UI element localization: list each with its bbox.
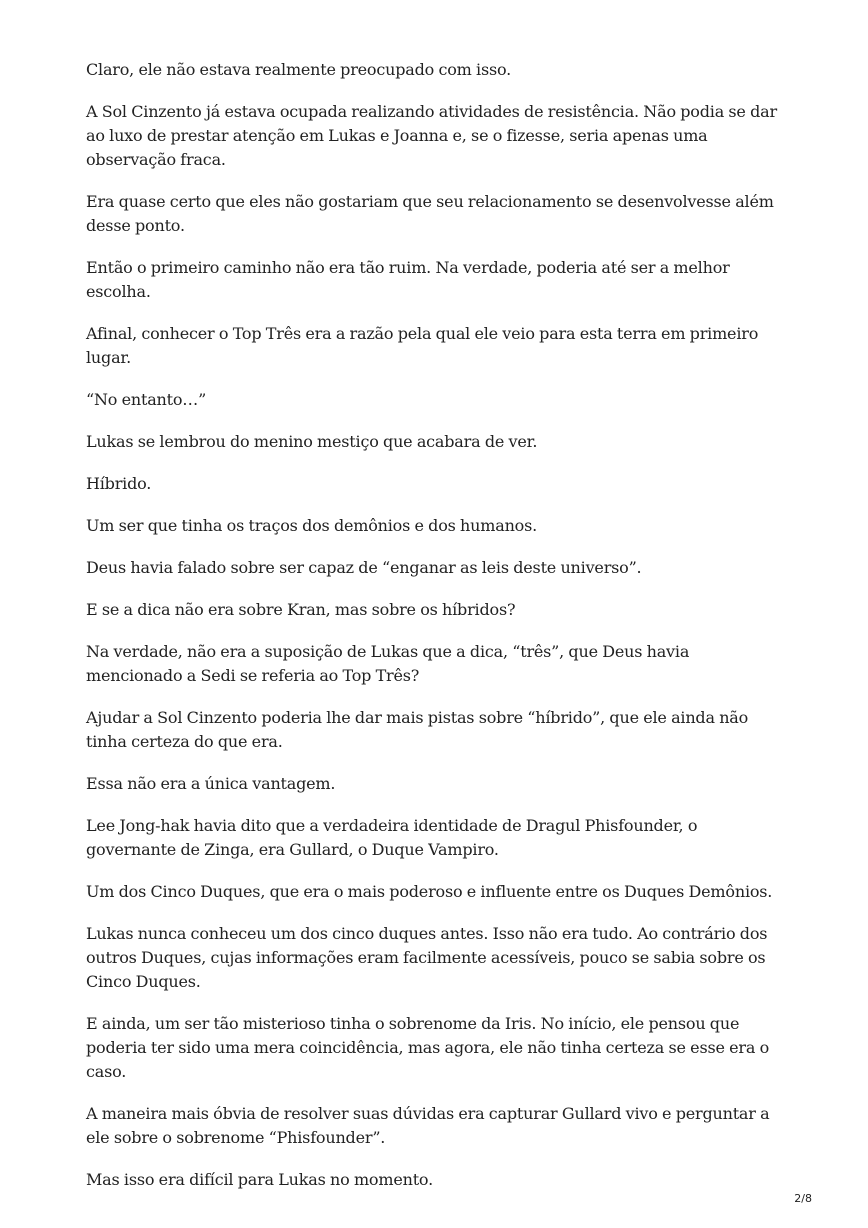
paragraph: Claro, ele não estava realmente preocupado com isso. [86,60,511,79]
paragraph: Um ser que tinha os traços dos demônios e dos humanos. [86,516,537,535]
paragraph: Ajudar a Sol Cinzento poderia lhe dar mais pistas sobre “híbrido”, que ele ainda não tinha certeza do que era. [86,708,749,751]
paragraph: Deus havia falado sobre ser capaz de “enganar as leis deste universo”. [86,558,642,577]
paragraph: Na verdade, não era a suposição de Lukas que a dica, “três”, que Deus havia mencionado a Sedi se referia ao Top Três? [86,642,690,685]
page-number: 2/8 [794,1192,812,1205]
paragraph: Essa não era a única vantagem. [86,774,336,793]
paragraph: Afinal, conhecer o Top Três era a razão pela qual ele veio para esta terra em primeiro lugar. [86,324,759,367]
paragraph: Lukas nunca conheceu um dos cinco duques antes. Isso não era tudo. Ao contrário dos outros Duques, cujas informações eram facilmente acessíveis, pouco se sabia sobre os Cinco Duques. [86,924,768,991]
paragraph: Um dos Cinco Duques, que era o mais poderoso e influente entre os Duques Demônios. [86,882,773,901]
paragraph: E ainda, um ser tão misterioso tinha o sobrenome da Iris. No início, ele pensou que poderia ter sido uma mera coincidência, mas agora, ele não tinha certeza se esse era o caso. [86,1014,769,1081]
paragraph: E se a dica não era sobre Kran, mas sobre os híbridos? [86,600,516,619]
paragraph: Híbrido. [86,474,152,493]
paragraph: Então o primeiro caminho não era tão ruim. Na verdade, poderia até ser a melhor escolha. [86,258,730,301]
paragraph: “No entanto…” [86,390,207,409]
paragraph: Lee Jong-hak havia dito que a verdadeira identidade de Dragul Phisfounder, o governante de Zinga, era Gullard, o Duque Vampiro. [86,816,698,859]
document-body [86,58,786,1210]
paragraph: Era quase certo que eles não gostariam que seu relacionamento se desenvolvesse além desse ponto. [86,192,774,235]
paragraph: Mas isso era difícil para Lukas no momento. [86,1170,433,1189]
paragraph: A maneira mais óbvia de resolver suas dúvidas era capturar Gullard vivo e perguntar a ele sobre o sobrenome “Phisfounder”. [86,1104,770,1147]
paragraph: A Sol Cinzento já estava ocupada realizando atividades de resistência. Não podia se dar ao luxo de prestar atenção em Lukas e Joanna e, se o fizesse, seria apenas uma observação fraca. [86,102,777,169]
paragraph: Lukas se lembrou do menino mestiço que acabara de ver. [86,432,538,451]
